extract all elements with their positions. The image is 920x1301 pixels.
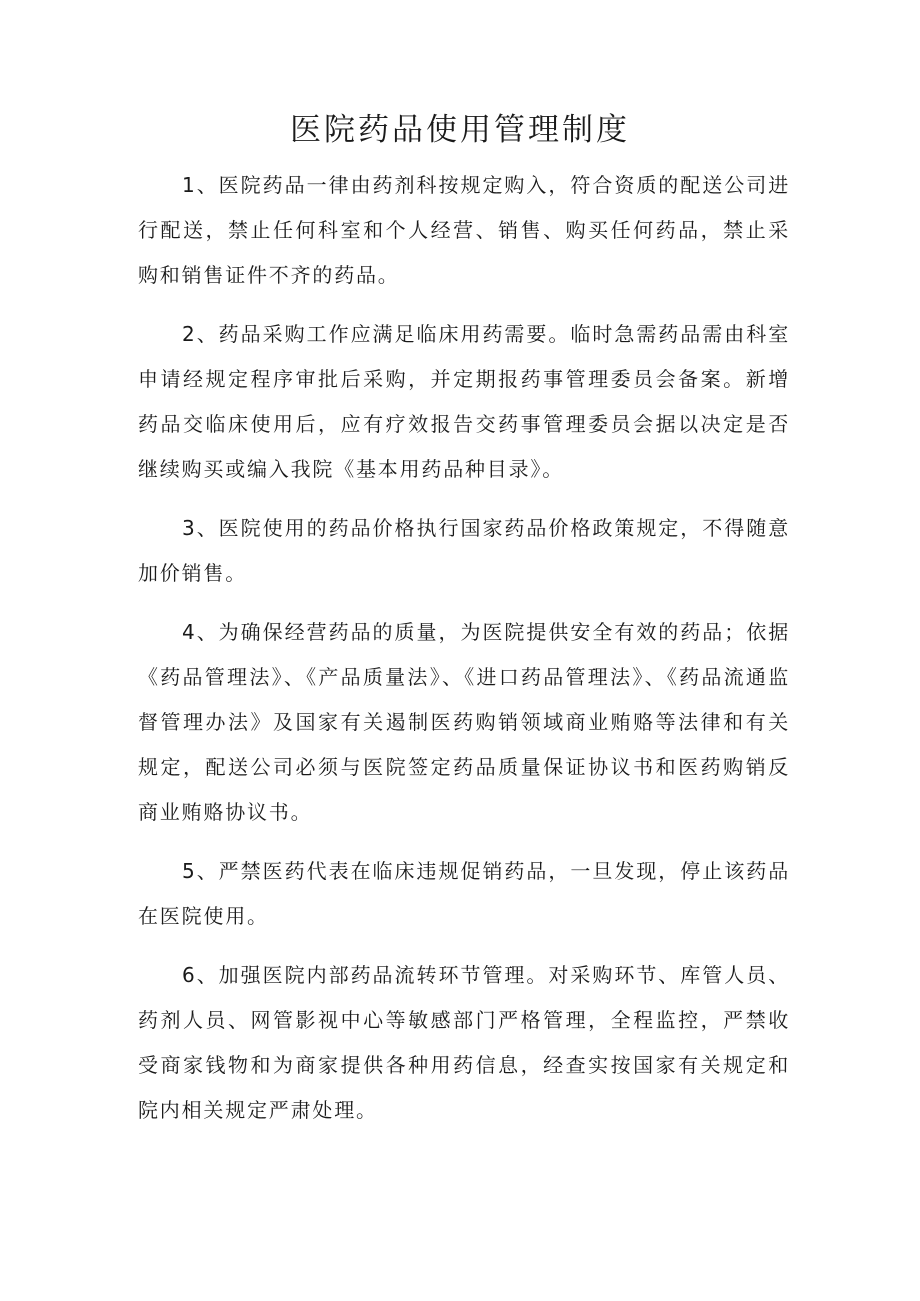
document-title: 医院药品使用管理制度: [290, 112, 630, 148]
paragraph-1: 1、医院药品一律由药剂科按规定购入，符合资质的配送公司进行配送，禁止任何科室和个人经营、销售、购买任何药品，禁止采购和销售证件不齐的药品。: [138, 173, 790, 287]
paragraph-5: 5、严禁医药代表在临床违规促销药品，一旦发现，停止该药品在医院使用。: [138, 859, 790, 928]
paragraph-3: 3、医院使用的药品价格执行国家药品价格政策规定，不得随意加价销售。: [138, 516, 790, 585]
paragraph-4: 4、为确保经营药品的质量，为医院提供安全有效的药品；依据《药品管理法》、《产品质量法》、《进口药品管理法》、《药品流通监督管理办法》及国家有关遏制医药购销领域商业贿赂等法律和有关规定，配送公司必须与医院签定药品质量保证协议书和医药购销反商业贿赂协议书。: [138, 620, 790, 824]
paragraph-6: 6、加强医院内部药品流转环节管理。对采购环节、库管人员、药剂人员、网管影视中心等敏感部门严格管理，全程监控，严禁收受商家钱物和为商家提供各种用药信息，经查实按国家有关规定和院内相关规定严肃处理。: [138, 963, 790, 1122]
document-body: [138, 163, 790, 1147]
paragraph-2: 2、药品采购工作应满足临床用药需要。临时急需药品需由科室申请经规定程序审批后采购，并定期报药事管理委员会备案。新增药品交临床使用后，应有疗效报告交药事管理委员会据以决定是否继续购买或编入我院《基本用药品种目录》。: [138, 322, 790, 481]
